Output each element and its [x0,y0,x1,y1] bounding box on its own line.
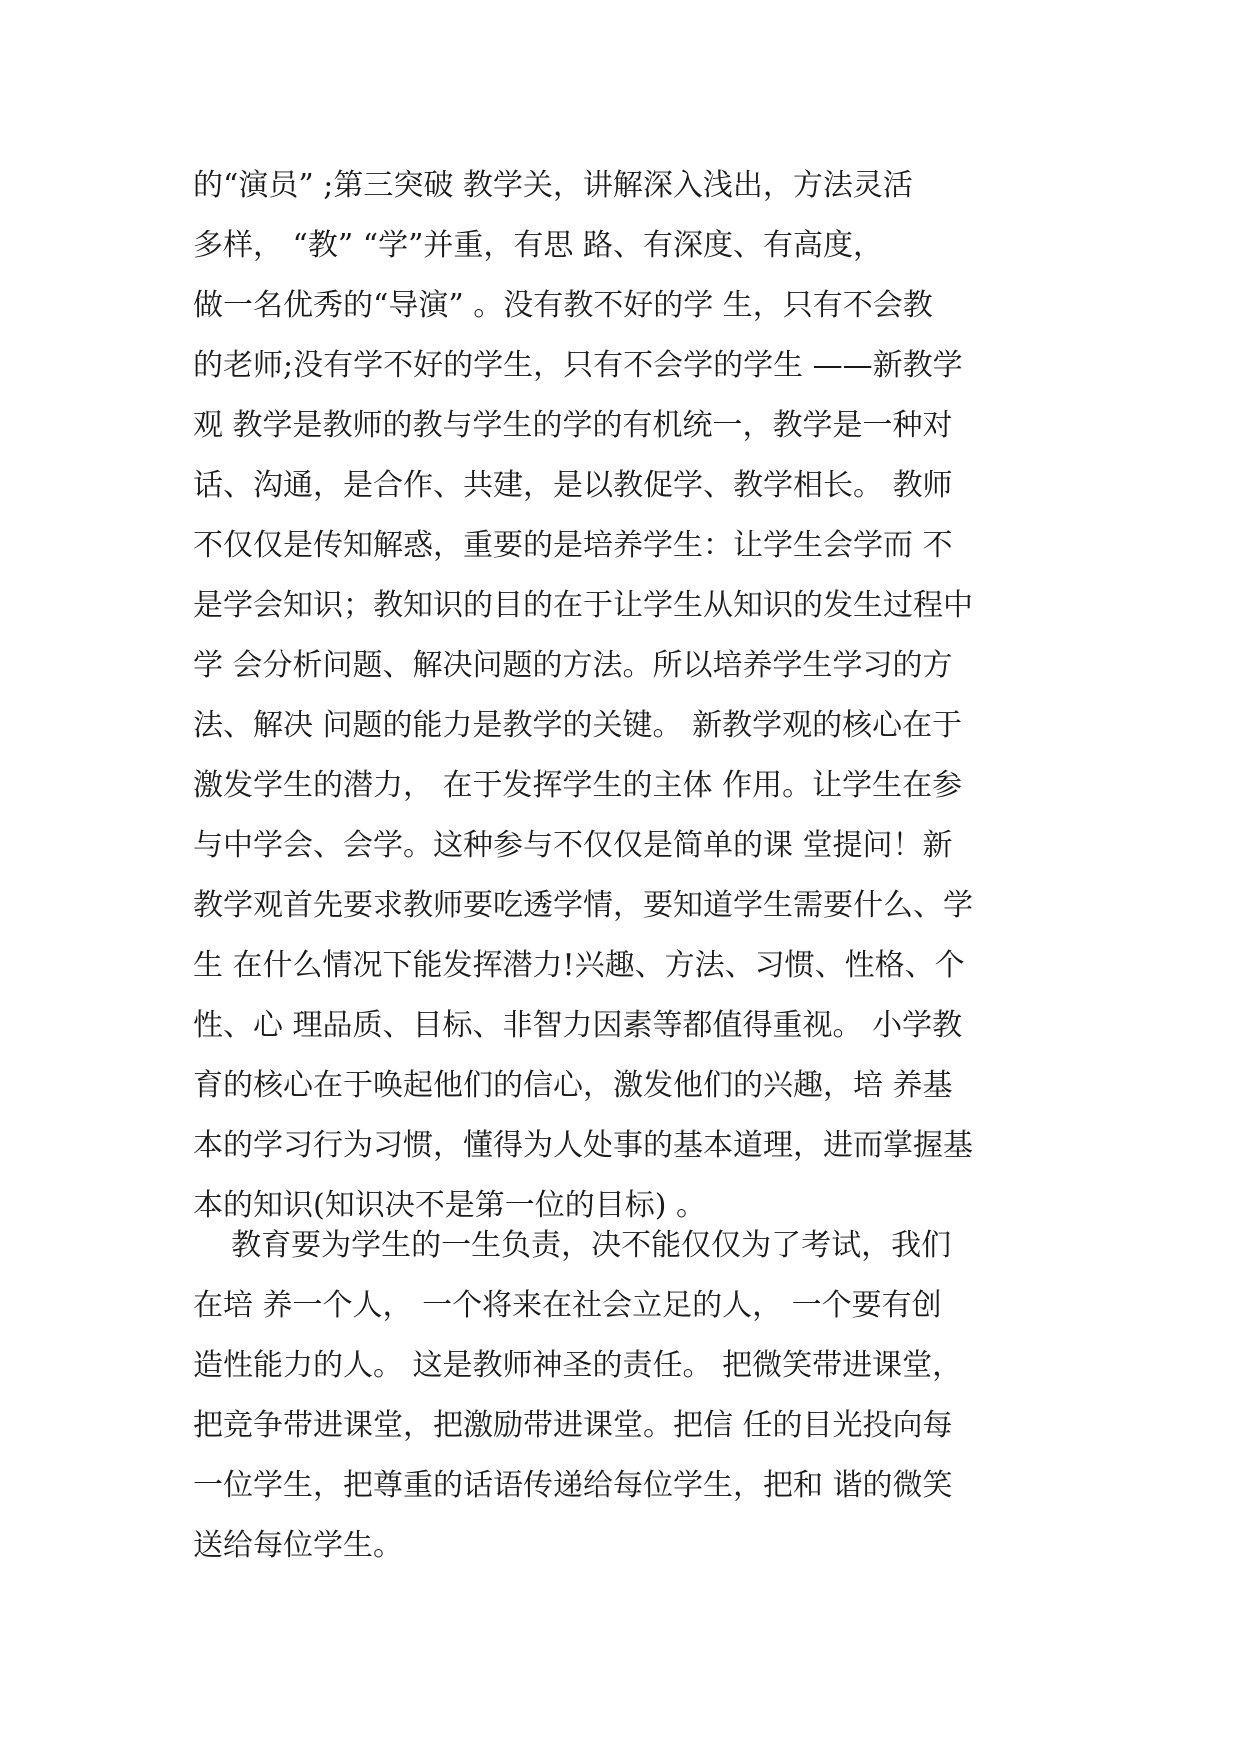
text-line: 把竞争带进课堂，把激励带进课堂。把信 任的目光投向每 [193,1408,953,1443]
text-line: 本的知识(知识决不是第一位的目标) 。 [193,1188,706,1223]
text-line: 法、解决 问题的能力是教学的关键。 新教学观的核心在于 [193,708,963,743]
text-line: 教育要为学生的一生负责，决不能仅仅为了考试，我们 [193,1228,952,1263]
text-line: 不仅仅是传知解惑，重要的是培养学生：让学生会学而 不 [193,528,953,563]
text-line: 送给每位学生。 [193,1528,403,1563]
text-line: 是学会知识；教知识的目的在于让学生从知识的发生过程中 [193,588,973,623]
text-line: 教学观首先要求教师要吃透学情，要知道学生需要什么、学 [193,888,973,923]
text-line: 话、沟通，是合作、共建，是以教促学、教学相长。 教师 [193,468,953,503]
text-line: 生 在什么情况下能发挥潜力!兴趣、方法、习惯、性格、个 [193,948,965,983]
text-line: 的“演员” ;第三突破 教学关，讲解深入浅出，方法灵活 [193,168,913,203]
text-line: 激发学生的潜力， 在于发挥学生的主体 作用。让学生在参 [193,768,963,803]
text-line: 做一名优秀的“导演” 。没有教不好的学 生，只有不会教 [193,288,933,323]
text-line: 造性能力的人。 这是教师神圣的责任。 把微笑带进课堂， [193,1348,963,1383]
text-line: 观 教学是教师的教与学生的学的有机统一，教学是一种对 [193,408,953,443]
text-line: 性、心 理品质、目标、非智力因素等都值得重视。 小学教 [193,1008,963,1043]
paragraph-2 [193,1216,1073,1576]
text-line: 与中学会、会学。这种参与不仅仅是简单的课 堂提问！新 [193,828,953,863]
text-line: 育的核心在于唤起他们的信心，激发他们的兴趣，培 养基 [193,1068,953,1103]
text-line: 在培 养一个人， 一个将来在社会立足的人， 一个要有创 [193,1288,942,1323]
text-line: 学 会分析问题、解决问题的方法。所以培养学生学习的方 [193,648,953,683]
paragraph-1 [193,156,1073,1236]
text-line: 一位学生，把尊重的话语传递给每位学生，把和 谐的微笑 [193,1468,953,1503]
text-line: 多样， “教” “学”并重，有思 路、有深度、有高度， [193,228,883,263]
text-line: 本的学习行为习惯，懂得为人处事的基本道理，进而掌握基 [193,1128,973,1163]
text-line: 的老师;没有学不好的学生，只有不会学的学生 ——新教学 [193,348,963,383]
